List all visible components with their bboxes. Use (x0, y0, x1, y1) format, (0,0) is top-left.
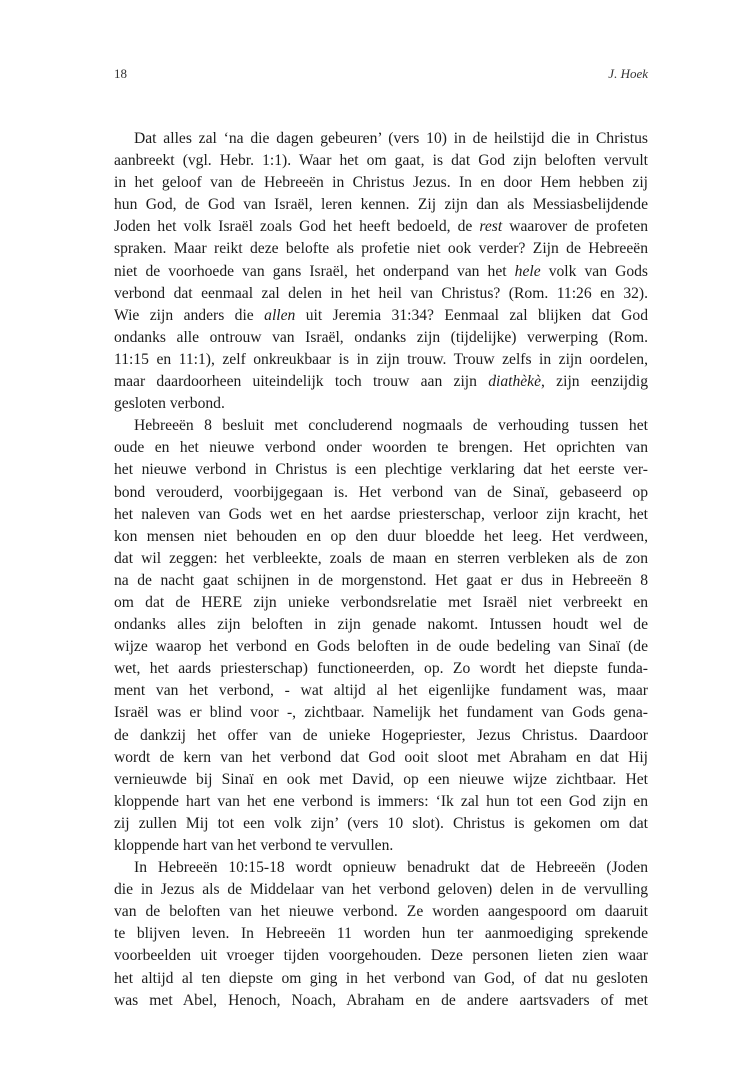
text-run: ment van het verbond, - wat altijd al het eigenlijke fundament was, maar (114, 682, 648, 700)
text-run: te blijven leven. In Hebreeën 11 worden hun ter aanmoediging sprekende (114, 925, 648, 943)
text-run: wet, het aards priesterschap) functioneerden, op. Zo wordt het diepste funda- (114, 660, 648, 678)
text-line (114, 305, 648, 327)
text-line (114, 194, 648, 216)
text-line (114, 327, 648, 349)
text-run: bond verouderd, voorbijgegaan is. Het verbond van de Sinaï, gebaseerd op (114, 483, 648, 501)
text-line (114, 990, 648, 1012)
text-run: in het geloof van de Hebreeën in Christus Jezus. In en door Hem hebben zij (114, 174, 648, 192)
text-line (114, 879, 648, 901)
text-line (114, 769, 648, 791)
text-run: , zijn eenzijdig (541, 373, 648, 391)
text-line (114, 968, 648, 990)
text-run: ondanks alles zijn beloften in zijn genade nakomt. Intussen houdt wel de (114, 616, 648, 634)
text-line (114, 238, 648, 260)
text-line (114, 393, 648, 415)
text-line (114, 702, 648, 724)
paragraph (114, 415, 648, 857)
text-run: niet de voorhoede van gans Israël, het onderpand van het (114, 262, 515, 280)
text-run: voorbeelden uit vroeger tijden voorgehouden. Deze personen lieten zien waar (114, 947, 648, 965)
text-run: oude en het nieuwe verbond onder woorden te brengen. Het oprichten van (114, 439, 648, 457)
text-line (114, 791, 648, 813)
text-run: na de nacht gaat schijnen in de morgenstond. Het gaat er dus in Hebreeën 8 (114, 571, 648, 589)
paragraph (114, 128, 648, 415)
text-line (114, 680, 648, 702)
text-line (114, 658, 648, 680)
text-run: om dat de HERE zijn unieke verbondsrelatie met Israël niet verbreekt en (114, 593, 648, 611)
text-line (114, 504, 648, 526)
text-line (114, 813, 648, 835)
text-run: aanbreekt (vgl. Hebr. 1:1). Waar het om gaat, is dat God zijn beloften vervult (114, 152, 648, 170)
text-run: vernieuwde bij Sinaï en ook met David, op een nieuwe wijze zichtbaar. Het (114, 770, 648, 788)
text-line (114, 459, 648, 481)
running-head-author: J. Hoek (608, 66, 648, 81)
page-number: 18 (114, 66, 127, 81)
text-line (114, 548, 648, 570)
text-run: maar daardoorheen uiteindelijk toch trouw aan zijn (114, 373, 489, 391)
text-run: het naleven van Gods wet en het aardse priesterschap, verloor zijn kracht, het (114, 505, 648, 523)
text-line (114, 923, 648, 945)
text-run: die in Jezus als de Middelaar van het verbond geloven) delen in de vervulling (114, 881, 648, 899)
text-run: Wie zijn anders die (114, 306, 265, 324)
text-line (114, 857, 648, 879)
running-head (114, 64, 648, 84)
text-line (114, 945, 648, 967)
text-run: Israël was er blind voor -, zichtbaar. Namelijk het fundament van Gods gena- (114, 704, 648, 722)
text-run: uit Jeremia 31:34? Eenmaal zal blijken dat God (295, 306, 649, 324)
text-line (114, 592, 648, 614)
text-line (114, 283, 648, 305)
text-line (114, 835, 648, 857)
text-run: ondanks alle ontrouw van Israël, ondanks zijn (tijdelijke) verwerping (Rom. (114, 328, 648, 346)
text-run: wordt de kern van het verbond dat God ooit sloot met Abraham en dat Hij (114, 748, 648, 766)
text-run: kloppende hart van het verbond te vervullen. (114, 837, 394, 854)
text-line (114, 371, 648, 393)
text-run: was met Abel, Henoch, Noach, Abraham en de andere aartsvaders of met (114, 991, 648, 1009)
text-run: dat wil zeggen: het verbleekte, zoals de maan en sterren verbleken als de zon (114, 549, 648, 567)
text-run: verbond dat eenmaal zal delen in het heil van Christus? (Rom. 11:26 en 32). (114, 284, 648, 302)
text-run: kloppende hart van het ene verbond is immers: ‘Ik zal hun tot een God zijn en (114, 792, 648, 810)
text-line (114, 570, 648, 592)
text-run: de dankzij het offer van de unieke Hogepriester, Jezus Christus. Daardoor (114, 726, 648, 744)
text-line (114, 636, 648, 658)
italic-text: allen (264, 306, 296, 324)
text-line (114, 482, 648, 504)
text-line (114, 614, 648, 636)
text-line (114, 261, 648, 283)
paragraph (114, 857, 648, 1012)
text-run: hun God, de God van Israël, leren kennen. Zij zijn dan als Messiasbelijdende (114, 196, 648, 214)
text-line (114, 526, 648, 548)
text-run: 11:15 en 11:1), zelf onkreukbaar is in zijn trouw. Trouw zelfs in zijn oordelen, (114, 350, 648, 368)
text-line (114, 747, 648, 769)
text-run: Dat alles zal ‘na die dagen gebeuren’ (vers 10) in de heilstijd die in Christus (134, 130, 648, 147)
text-line (114, 901, 648, 923)
text-run: kon mensen niet behouden en op den duur bloedde het leeg. Het verdween, (114, 527, 648, 545)
text-run: spraken. Maar reikt deze belofte als profetie niet ook verder? Zijn de Hebreeën (114, 240, 648, 258)
text-run: Hebreeën 8 besluit met concluderend nogmaals de verhouding tussen het (134, 417, 648, 435)
italic-text: diathèkè (488, 373, 542, 391)
italic-text: rest (479, 218, 503, 236)
text-run: gesloten verbond. (114, 395, 225, 413)
text-line (114, 725, 648, 747)
text-run: het nieuwe verbond in Christus is een plechtige verklaring dat het eerste ver- (114, 461, 648, 479)
text-run: waarover de profeten (502, 218, 648, 236)
text-run: volk van Gods (540, 262, 649, 280)
text-line (114, 172, 648, 194)
italic-text: hele (514, 262, 541, 280)
text-line (114, 150, 648, 172)
text-line (114, 216, 648, 238)
text-run: zij zullen Mij tot een volk zijn’ (vers 10 slot). Christus is gekomen om dat (114, 814, 648, 832)
text-line (114, 349, 648, 371)
text-run: In Hebreeën 10:15-18 wordt opnieuw benadrukt dat de Hebreeën (Joden (134, 859, 648, 877)
text-run: het altijd al ten diepste om ging in het verbond van God, of dat nu gesloten (114, 969, 648, 987)
text-run: van de beloften van het nieuwe verbond. Ze worden aangespoord om daaruit (114, 903, 648, 921)
text-line (114, 437, 648, 459)
text-run: Joden het volk Israël zoals God het heeft bedoeld, de (114, 218, 480, 236)
text-run: wijze waarop het verbond en Gods beloften in de oude bedeling van Sinaï (de (114, 638, 648, 656)
text-line (114, 415, 648, 437)
text-line (114, 128, 648, 150)
body-text (114, 128, 648, 1012)
